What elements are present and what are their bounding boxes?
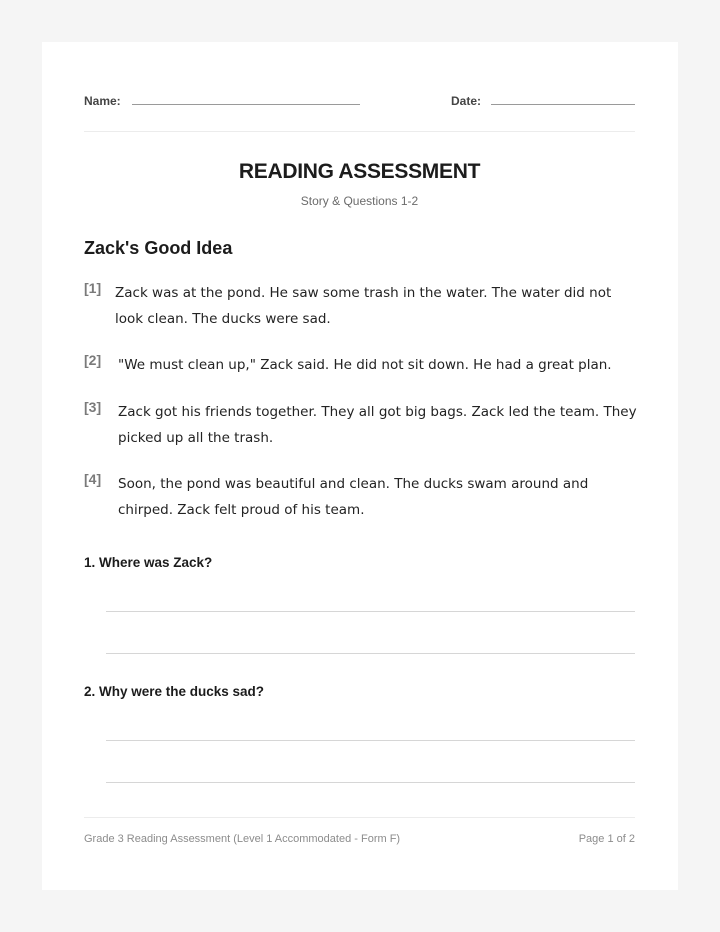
- footer-form-label: Grade 3 Reading Assessment (Level 1 Accommodated - Form F): [84, 833, 401, 845]
- header-divider: [84, 131, 635, 132]
- paragraph-number: [2]: [84, 352, 102, 368]
- date-field[interactable]: [491, 104, 635, 105]
- paragraph-number: [1]: [84, 280, 102, 296]
- story-title: Zack's Good Idea: [84, 238, 233, 258]
- paragraph-number: [3]: [84, 399, 102, 415]
- answer-line[interactable]: [106, 782, 635, 783]
- paragraph-text: Soon, the pond was beautiful and clean. The ducks swam around and chirped. Zack felt proud of his team.: [118, 476, 589, 518]
- paragraph-text: Zack got his friends together. They all got big bags. Zack led the team. They picked up all the trash.: [118, 404, 637, 446]
- paragraph-number: [4]: [84, 471, 102, 487]
- name-label: Name:: [84, 94, 121, 108]
- name-field[interactable]: [132, 104, 360, 105]
- date-label: Date:: [451, 94, 482, 108]
- answer-line[interactable]: [106, 740, 635, 741]
- paragraph-text: Zack was at the pond. He saw some trash in the water. The water did not look clean. The ducks were sad.: [115, 285, 612, 327]
- worksheet-page: [42, 42, 678, 890]
- question-2: 2. Why were the ducks sad?: [84, 684, 265, 699]
- paragraph-text: "We must clean up," Zack said. He did not sit down. He had a great plan.: [118, 357, 612, 373]
- answer-line[interactable]: [106, 611, 635, 612]
- page-title: READING ASSESSMENT: [238, 160, 481, 183]
- footer-divider: [84, 817, 635, 818]
- page-subtitle: Story & Questions 1-2: [300, 194, 419, 208]
- page-number: Page 1 of 2: [578, 833, 635, 845]
- question-1: 1. Where was Zack?: [84, 555, 213, 570]
- answer-line[interactable]: [106, 653, 635, 654]
- name-date-row: [84, 94, 635, 114]
